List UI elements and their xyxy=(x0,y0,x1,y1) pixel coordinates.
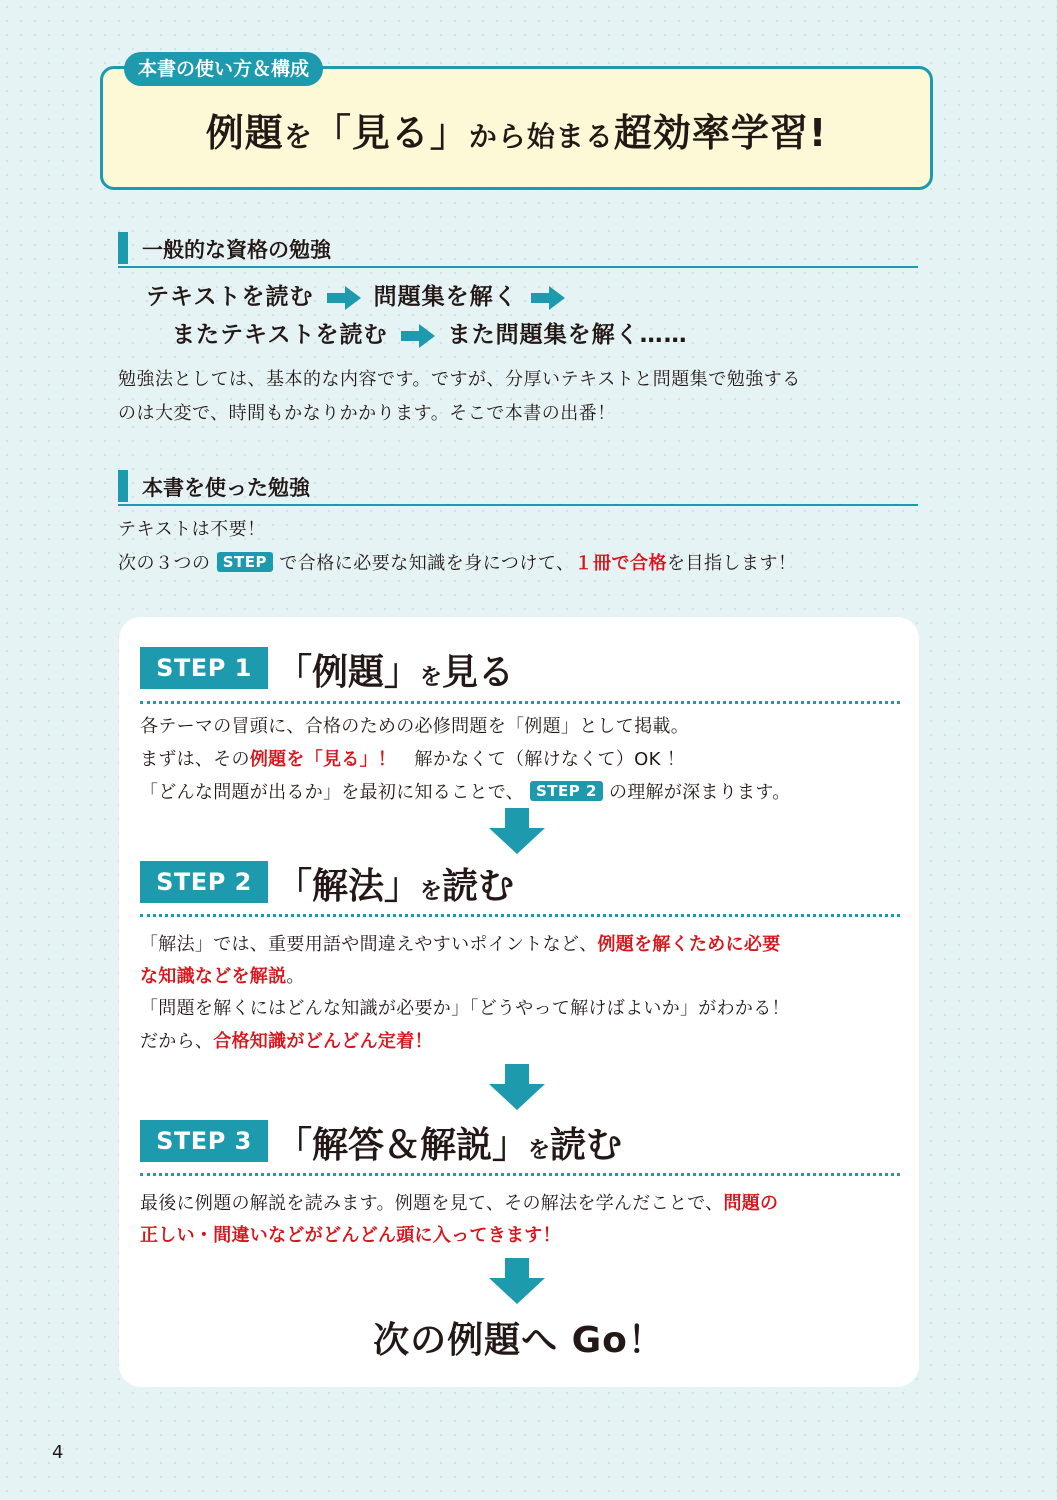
flow-step: テキストを読む xyxy=(146,284,314,310)
title-part: 超効率学習! xyxy=(613,111,828,155)
step-text xyxy=(140,1220,561,1252)
step-title xyxy=(276,858,514,909)
section-heading-book xyxy=(118,470,918,506)
step-text xyxy=(140,744,685,776)
text-span: 「解法」では、重要用語や間違えやすいポイントなど、 xyxy=(140,934,598,955)
text-span: の理解が深まります。 xyxy=(608,782,791,803)
section-heading-general xyxy=(118,232,918,268)
heading-bar xyxy=(118,470,128,502)
text-span: だから、 xyxy=(140,1031,214,1052)
highlight-text: １冊で合格 xyxy=(574,553,668,574)
step-text xyxy=(140,961,305,993)
title-tab: 本書の使い方＆構成 xyxy=(124,52,323,86)
flow-step: またテキストを読む xyxy=(172,322,388,348)
title-part: 見る xyxy=(442,652,515,693)
text-span: 解かなくて（解けなくて）OK ！ xyxy=(396,749,686,770)
divider xyxy=(140,1173,900,1176)
title-part: 読む xyxy=(442,866,515,907)
page-title xyxy=(100,102,933,157)
step-text xyxy=(140,1188,778,1220)
down-arrow-icon xyxy=(489,808,545,854)
highlight-text: 合格知識がどんどん定着！ xyxy=(213,1031,433,1052)
text-span: を目指します！ xyxy=(667,553,797,574)
title-part: を xyxy=(528,1138,551,1163)
divider xyxy=(140,701,900,704)
highlight-text: 正しい・間違いなどがどんどん頭に入ってきます！ xyxy=(140,1225,561,1246)
body-text: 勉強法としては、基本的な内容です。ですが、分厚いテキストと問題集で勉強する xyxy=(118,369,801,390)
text-span: 最後に例題の解説を読みます。例題を見て、その解法を学んだことで、 xyxy=(140,1193,724,1214)
page-number: 4 xyxy=(52,1442,64,1463)
down-arrow-icon xyxy=(489,1258,545,1304)
body-text xyxy=(118,548,797,580)
title-part: 例題 xyxy=(205,111,284,155)
text-span: 「どんな問題が出るか」を最初に知ることで、 xyxy=(140,782,524,803)
flow-line-1 xyxy=(146,278,569,311)
title-part: から始まる xyxy=(468,120,614,153)
title-part: を xyxy=(283,120,313,153)
final-message: 次の例題へ Go！ xyxy=(373,1320,665,1361)
title-part: 「解法」 xyxy=(276,866,421,907)
highlight-text: な知識などを解説 xyxy=(140,966,287,987)
section-heading-text: 一般的な資格の勉強 xyxy=(142,238,331,262)
title-part: 読む xyxy=(550,1125,623,1166)
title-part: を xyxy=(420,665,443,690)
step-text xyxy=(140,1026,433,1058)
heading-bar xyxy=(118,232,128,264)
step-badge: STEP 1 xyxy=(140,647,268,689)
text-span: まずは、その xyxy=(140,749,250,770)
highlight-text: 例題を「見る」！ xyxy=(249,749,397,770)
right-arrow-icon xyxy=(531,286,565,310)
flow-step: また問題集を解く…… xyxy=(447,322,688,348)
divider xyxy=(140,914,900,917)
flow-step: 問題集を解く xyxy=(373,284,518,310)
text-span: 次の３つの xyxy=(118,553,211,574)
step-text: 「問題を解くにはどんな知識が必要か」「どうやって解けばよいか」がわかる！ xyxy=(140,998,790,1019)
step-chip: STEP xyxy=(217,552,273,572)
step-text xyxy=(140,777,791,809)
step-title xyxy=(276,1117,622,1168)
step-text: 各テーマの冒頭に、合格のための必修問題を「例題」として掲載。 xyxy=(140,716,689,737)
title-part: 「見る」 xyxy=(312,111,469,155)
right-arrow-icon xyxy=(327,286,361,310)
title-part: を xyxy=(420,879,443,904)
step-badge: STEP 3 xyxy=(140,1120,268,1162)
highlight-text: 例題を解くために必要 xyxy=(597,934,781,955)
down-arrow-icon xyxy=(489,1064,545,1110)
step-chip: STEP 2 xyxy=(530,781,603,801)
text-span: で合格に必要な知識を身につけて、 xyxy=(279,553,575,574)
step-badge: STEP 2 xyxy=(140,861,268,903)
step-text xyxy=(140,929,781,961)
step-title xyxy=(276,644,514,695)
section-heading-text: 本書を使った勉強 xyxy=(142,476,310,500)
title-part: 「例題」 xyxy=(276,652,421,693)
body-text: のは大変で、時間もかなりかかります。そこで本書の出番！ xyxy=(118,403,616,424)
flow-line-2 xyxy=(172,316,688,349)
text-span: 。 xyxy=(286,966,305,987)
right-arrow-icon xyxy=(401,324,435,348)
title-part: 「解答＆解説」 xyxy=(276,1125,529,1166)
highlight-text: 問題の xyxy=(723,1193,779,1214)
body-text: テキストは不要！ xyxy=(118,519,266,540)
